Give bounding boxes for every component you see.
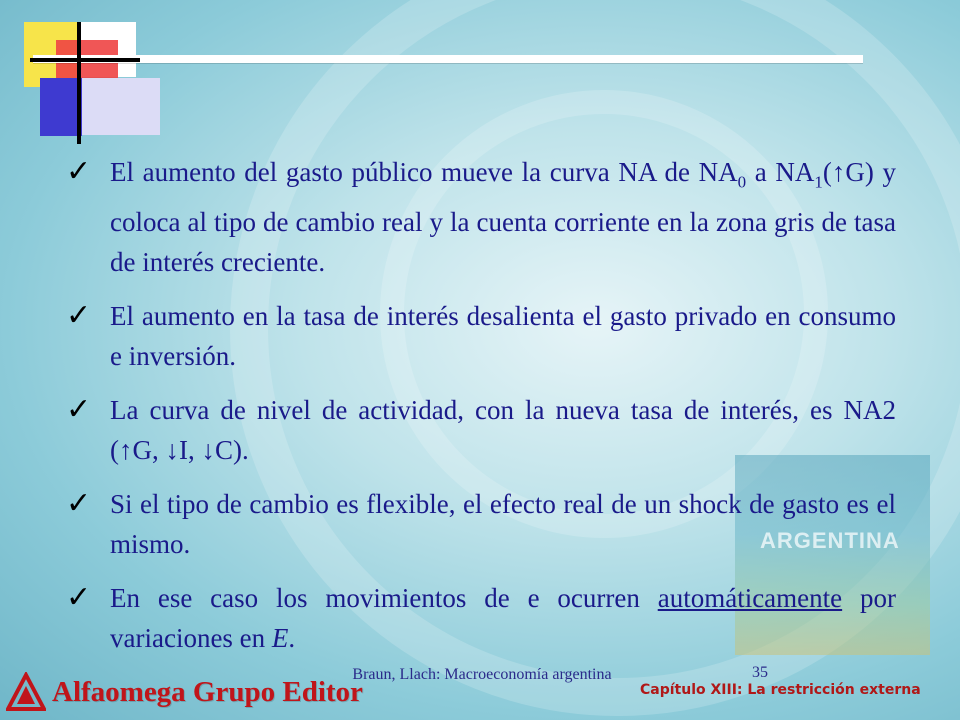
check-icon: ✓ bbox=[66, 486, 92, 522]
check-icon: ✓ bbox=[66, 298, 92, 334]
book-cover-title: ARGENTINA bbox=[760, 528, 900, 553]
check-icon: ✓ bbox=[66, 580, 92, 616]
footer-author: Braun, Llach: Macroeconomía argentina bbox=[352, 666, 612, 683]
bullet-item: ✓ La curva de nivel de actividad, con la nueva tasa de interés, es NA2 (↑G, ↓I, ↓C). bbox=[66, 392, 896, 466]
bullet-item: ✓ El aumento del gasto público mueve la curva NA de $NA_0$ a $NA_1(↑G)$ y coloca al tipo de cambio real y la cuenta corriente en la zona gris de tasa de interés creciente. bbox=[66, 154, 896, 278]
bullet-item: ✓ Si el tipo de cambio es flexible, el efecto real de un shock de gasto es el mismo. bbox=[66, 486, 896, 560]
deco-cross-vertical bbox=[77, 22, 81, 144]
publisher-logo bbox=[6, 670, 363, 714]
bullet-item: ✓ En ese caso los movimientos de e ocurren automáticamente por variaciones en E. bbox=[66, 580, 896, 654]
alfaomega-logo-icon bbox=[6, 672, 46, 712]
publisher-name: Alfaomega Grupo Editor bbox=[52, 675, 363, 708]
check-icon: ✓ bbox=[66, 392, 92, 428]
deco-square-lilac bbox=[82, 78, 160, 135]
slide-number: 35 bbox=[752, 664, 768, 681]
check-icon: ✓ bbox=[66, 154, 92, 189]
chapter-title: Capítulo XIII: La restricción externa bbox=[640, 682, 921, 698]
bullet-list bbox=[66, 152, 896, 672]
arrow-down-icon: ↓ bbox=[201, 435, 215, 466]
title-divider-line bbox=[33, 55, 863, 63]
deco-square-blue bbox=[40, 78, 82, 136]
arrow-up-icon: ↑ bbox=[119, 435, 133, 466]
arrow-up-icon: ↑ bbox=[831, 157, 846, 187]
arrow-down-icon: ↓ bbox=[165, 435, 179, 466]
deco-cross-horizontal bbox=[30, 58, 140, 62]
bullet-item: ✓ El aumento en la tasa de interés desalienta el gasto privado en consumo e inversión. bbox=[66, 298, 896, 372]
